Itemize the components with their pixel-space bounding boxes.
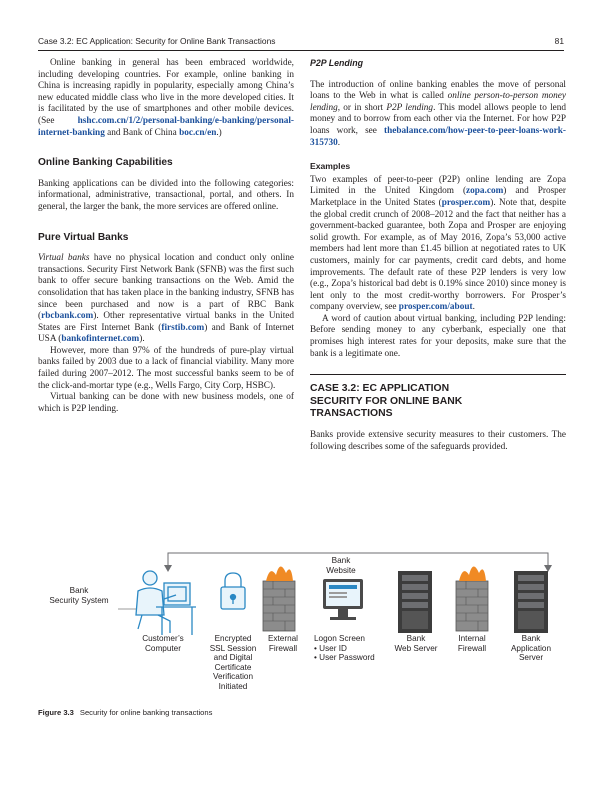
label-logon-screen: Logon Screen — [314, 634, 365, 643]
case-heading-block — [310, 374, 566, 420]
security-diagram-svg — [38, 543, 564, 703]
padlock-icon — [221, 573, 245, 609]
right-paragraph-examples: Two examples of peer-to-peer (P2P) online lending are Zopa Limited in the United Kingdom (zopa.com) and Prosper Marketplace in the United States (prosper.com). Note that, despite the global credit crunch of 2008–2012 and the fact that neither has a government-backed guarantee, both Zopa and Prosper are enjoying solid growth. For example, as of May 2016, Zopa’s 53,000 active members had lent more than £1.45 billion at negotiated rates to UK customers, mainly for car payments, credit card debts, and home improvements. The default rate of these P2P lenders is very low (e.g., Zopa’s historical bad debt is 0.19% since 2010) since money is lent only to the most credit-worthy borrowers. For Prosper’s company overview, see prosper.com/about. — [310, 174, 566, 313]
running-head — [38, 34, 564, 51]
external-firewall-icon — [263, 566, 295, 631]
heading-examples: Examples — [310, 161, 351, 172]
label-external-firewall: External Firewall — [267, 634, 299, 653]
label-logon-password-item: • User Password — [314, 653, 375, 663]
label-logon-user-id: User ID — [319, 643, 347, 653]
link-hshc[interactable]: hshc.com.cn/1/2/personal-banking/e-banking/personal-internet-banking — [38, 115, 294, 138]
bank-application-server-icon — [514, 571, 548, 633]
link-firstib[interactable]: firstib.com — [161, 322, 205, 333]
heading-p2p-lending: P2P Lending — [310, 58, 363, 68]
right-paragraph-case-intro: Banks provide extensive security measures to their customers. The following describes some of the safeguards provided. — [310, 430, 566, 453]
label-customers-computer: Customer’s Computer — [142, 634, 184, 653]
heading-online-banking-capabilities: Online Banking Capabilities — [38, 157, 173, 169]
link-boc[interactable]: boc.cn/en — [179, 127, 217, 138]
left-paragraph-capabilities: Banking applications can be divided into the following categories: informational, administrative, transactional, portal, and others. In general, the larger the bank, the more services are offered online. — [38, 178, 294, 212]
right-column — [310, 58, 566, 454]
left-paragraph-business-models: Virtual banking can be done with new business models, one of which is P2P lending. — [38, 392, 294, 414]
page-number: 81 — [554, 36, 564, 46]
label-internal-firewall: Internal Firewall — [457, 634, 487, 653]
heading-pure-virtual-banks: Pure Virtual Banks — [38, 231, 129, 243]
link-thebalance[interactable]: thebalance.com/how-peer-to-peer-loans-work-315730 — [310, 125, 566, 148]
figure-caption — [38, 708, 212, 717]
label-bank-application-server: Bank Application Server — [510, 634, 552, 663]
bank-web-server-icon — [398, 571, 432, 633]
figure-caption-label: Figure 3.3 — [38, 708, 74, 717]
link-bankofinternet[interactable]: bankofinternet.com — [61, 334, 140, 345]
figure-security-diagram — [38, 543, 564, 703]
figure-caption-text: Security for online banking transactions — [79, 708, 213, 717]
link-prosper-about[interactable]: prosper.com/about — [398, 302, 473, 313]
customer-computer-icon — [136, 571, 196, 635]
right-paragraph-p2p: The introduction of online banking enables the move of personal loans to the Web in what is called online person-to-person money lending, or in short P2P lending. This model allows people to lend money and to borrow from each other via the Internet. For how P2P loans work, see thebalance.com/how-peer-to-peer-loans-work-315730. — [310, 79, 566, 148]
left-column — [38, 58, 294, 415]
internal-firewall-icon — [456, 566, 488, 631]
left-paragraph-virtual-banks: Virtual banks have no physical location and conduct only online transactions. Security First Network Bank (SFNB) was the first such bank to offer secure banking transactions on the Web. Amid the consolidation that has taken place in the banking industry, SFNB has since been purchased and now is a part of RBC Bank (rbcbank.com). Other representative virtual banks in the United States are First Internet Bank (firstib.com) and Bank of Internet USA (bankofinternet.com). — [38, 253, 294, 345]
label-encrypted-session: Encrypted SSL Session and Digital Certificate Verification Initiated — [209, 634, 257, 691]
left-arrowhead — [164, 565, 172, 572]
right-arrowhead — [544, 565, 552, 572]
left-paragraph-china: Online banking in general has been embraced worldwide, including developing countries. For example, online banking in China is increasing rapidly in popularity, especially among China’s new educated middle class who live in the more developed cities. It is facilitated by the use of smartphones and other mobile devices. (See hshc.com.cn/1/2/personal-banking/e-banking/personal-internet-banking and Bank of China boc.cn/en.) — [38, 58, 294, 138]
label-bank-security-system: Bank Security System — [49, 586, 109, 605]
case-heading-line-2: SECURITY FOR ONLINE BANK — [310, 395, 463, 407]
running-head-title: Case 3.2: EC Application: Security for Online Bank Transactions — [38, 36, 276, 46]
case-heading-line-3: TRANSACTIONS — [310, 408, 393, 420]
link-prosper[interactable]: prosper.com — [441, 197, 491, 208]
label-logon-password: User Password — [319, 653, 375, 663]
label-logon-screen-block — [314, 634, 394, 663]
label-bank-web-server: Bank Web Server — [394, 634, 438, 653]
case-heading-line-1: CASE 3.2: EC APPLICATION — [310, 383, 450, 395]
right-paragraph-caution: A word of caution about virtual banking, including P2P lending: Before sending money to any cyberbank, especially one that promises high interest rates for your deposits, make sure that the bank is a legitimate one. — [310, 313, 566, 359]
link-rbcbank[interactable]: rbcbank.com — [41, 311, 94, 322]
link-zopa[interactable]: zopa.com — [466, 186, 504, 197]
label-logon-user-id-item: • User ID — [314, 643, 347, 653]
left-paragraph-failures: However, more than 97% of the hundreds of pure-play virtual banks failed by 2003 due to a lack of financial viability. Many more failed during 2007–2012. The most successful banks seem to be of the click-and-mortar type (e.g., Wells Fargo, City Corp, HSBC). — [38, 345, 294, 391]
label-bank-website: Bank Website — [326, 556, 356, 575]
bank-website-monitor-icon — [323, 579, 363, 620]
